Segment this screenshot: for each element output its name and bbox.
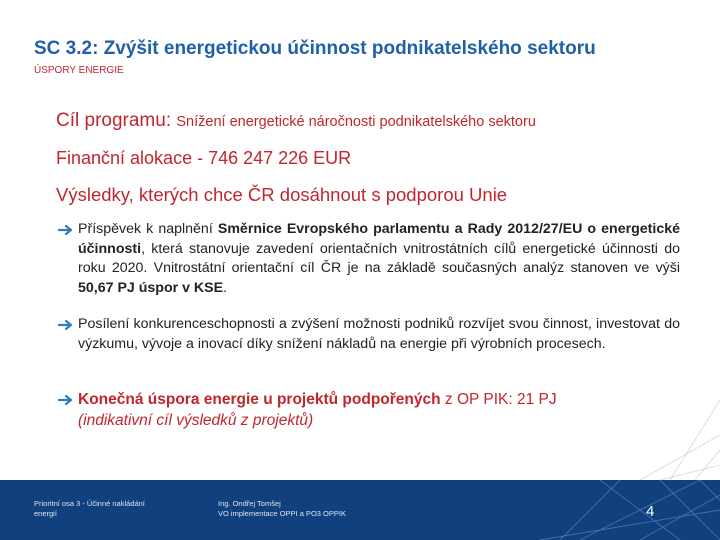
footer-bar: [0, 480, 720, 540]
bullet-competitiveness: [58, 315, 680, 354]
footer-author: Ing. Ondřej Tomšej VO implementace OPPI a PO3 OPPIK: [218, 499, 346, 518]
financial-allocation: Finanční alokace - 746 247 226 EUR: [56, 148, 352, 168]
bullet-final-savings-text: Konečná úspora energie u projektů podpořených z OP PIK: 21 PJ (indikativní cíl výsledků z projektů): [78, 391, 557, 429]
footer-priority-axis: Prioritní osa 3 - Účinné nakládání energií: [34, 499, 145, 518]
bullet-directive-text: Příspěvek k naplnění Směrnice Evropského parlamentu a Rady 2012/27/EU o energetické účinnosti, která stanovuje zavedení orientačních vnitrostátních cílů energetické účinnosti do roku 2020. Vnitrostátní orientační cíl ČR je na základě současných analýz stanoven ve výši 50,67 PJ úspor v KSE.: [78, 221, 681, 296]
indicative-note: (indikativní cíl výsledků z projektů): [78, 412, 314, 429]
page-number: 4: [646, 503, 655, 520]
page-title: SC 3.2: Zvýšit energetickou účinnost podnikatelského sektoru: [34, 38, 596, 59]
decorative-network-lines: [600, 380, 720, 480]
bullet-competitiveness-text: Posílení konkurenceschopnosti a zvýšení možnosti podniků rozvíjet svou činnost, investovat do výzkumu, vývoje a inovací díky snížení nákladů na energie při výrobních procesech.: [78, 316, 680, 352]
program-goal: [56, 110, 536, 132]
program-goal-text: Snížení energetické náročnosti podnikatelského sektoru: [176, 114, 536, 130]
program-goal-label: Cíl programu:: [56, 110, 172, 131]
decorative-network-lines: [420, 480, 720, 540]
arrow-right-icon: [58, 394, 74, 406]
arrow-right-icon: [58, 319, 74, 331]
bullet-final-savings: [58, 389, 680, 431]
results-heading: Výsledky, kterých chce ČR dosáhnout s podporou Unie: [56, 184, 508, 205]
target-value: 50,67 PJ úspor v KSE: [78, 279, 224, 296]
bullet-directive: [58, 220, 680, 298]
arrow-right-icon: [58, 224, 74, 236]
directive-name: Směrnice Evropského parlamentu a Rady 2012/27/EU o energetické účinnosti: [78, 221, 681, 257]
section-subtitle: ÚSPORY ENERGIE: [34, 65, 124, 76]
